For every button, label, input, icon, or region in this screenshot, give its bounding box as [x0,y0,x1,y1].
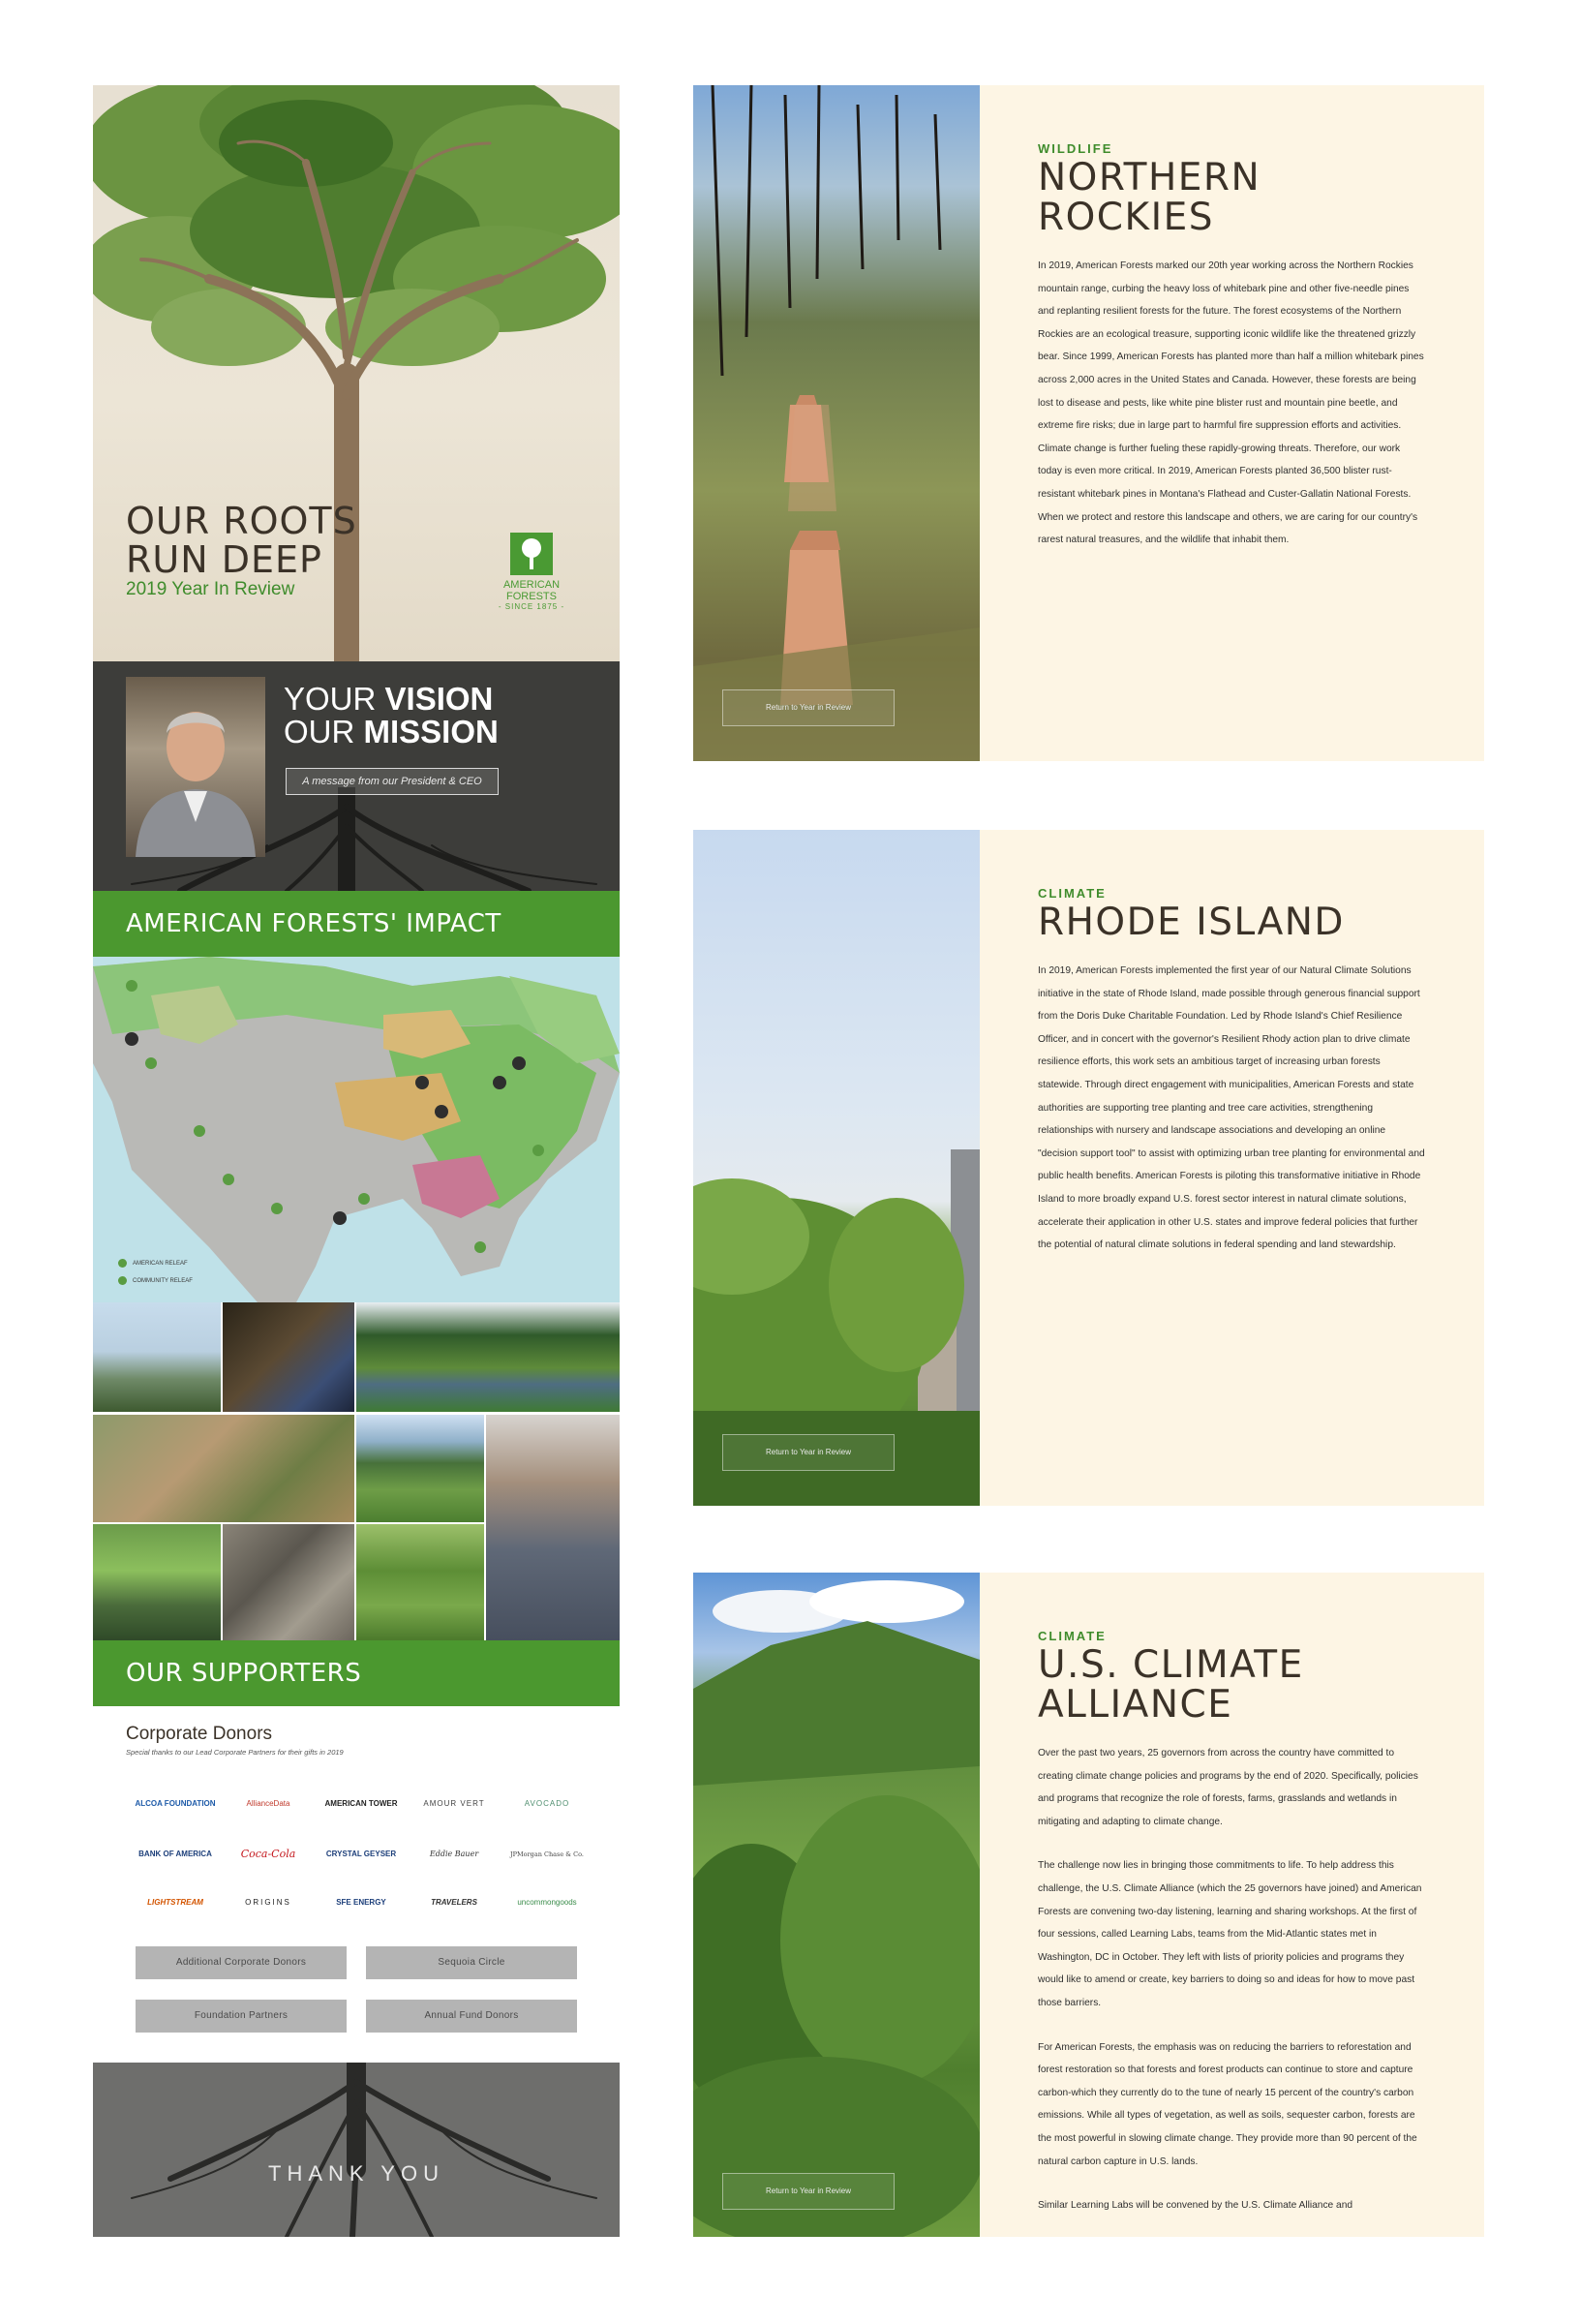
foundation-partners-button[interactable]: Foundation Partners [136,2000,347,2033]
supporters-section [93,1706,620,2063]
map-legend [118,1255,193,1290]
thank-you-section [93,2063,620,2237]
panel-paragraph: In 2019, American Forests marked our 20th year working across the Northern Rockies mountain range, curbing the heavy loss of whitebark pine and other five-needle pines and replanting resilient forests for the future. The forest ecosystems of the Northern Rockies are an ecological treasure, supporting iconic wildlife like the threatened grizzly bear. Since 1999, American Forests has planted more than half a million whitebark pines across 2,000 acres in the United States and Canada. However, these forests are being lost to disease and pests, like white pine blister rust and mountain pine beetle, and extreme fire risks; due in large part to harmful fire suppression efforts and activities. Climate change is further fueling these rapidly-growing threats. Therefore, our work today is even more critical. In 2019, American Forests planted 36,500 blister rust-resistant whitebark pines in Montana's Flathead and Custer-Gallatin National Forests. When we protect and restore this landscape and others, we are caring for our country's rarest natural treasures, and the wildlife that inhabit them. [1038,260,1424,546]
collage-photo-trees[interactable] [356,1524,484,1640]
return-to-year-in-review-button[interactable]: Return to Year in Review [722,689,895,726]
collage-photo-planting[interactable] [486,1415,620,1640]
ceo-message-section [93,661,620,891]
logo-uncommongoods: uncommongoods [517,1898,577,1907]
photo-collage [93,1302,620,1640]
collage-photo-pond[interactable] [93,1524,221,1640]
impact-heading: AMERICAN FORESTS' IMPACT [93,891,620,957]
logo-bank-of-america: BANK OF AMERICA [138,1850,212,1858]
category-label: WILDLIFE [1038,141,1113,156]
logo-sfe-energy: SFE ENERGY [336,1898,386,1907]
heading-mission: MISSION [363,714,499,749]
northern-rockies-photo [693,85,980,761]
panel-paragraph: For American Forests, the emphasis was on reducing the barriers to reforestation and forest restoration so that forests and forest products can continue to store and capture carbon-which they currently do to the tune of nearly 15 percent of the country's carbon emissions. While all types of vegetation, as well as soils, sequester carbon, forests are the most powerful in slowing climate change. They provide more than 90 percent of the natural carbon capture in U.S. lands. [1038,2041,1417,2167]
annual-fund-donors-button[interactable]: Annual Fund Donors [366,2000,577,2033]
collage-photo-aerial[interactable] [223,1524,354,1640]
panel-title: NORTHERN ROCKIES [1038,156,1261,239]
logo-since: - SINCE 1875 - [498,602,565,611]
hero-section [93,85,620,661]
ceo-heading [284,683,499,749]
community-releaf-icon [118,1276,127,1285]
rhode-island-text [1038,886,1425,1278]
logo-american-tower: AMERICAN TOWER [324,1799,398,1808]
american-releaf-icon [118,1259,127,1268]
heading-our: OUR [284,714,364,749]
panel-body [1038,1742,1425,2217]
heading-your: YOUR [284,681,385,717]
hero-title: OUR ROOTS RUN DEEP [126,500,357,581]
corporate-donors-title: Corporate Donors [126,1724,273,1744]
roots-illustration-footer [93,2063,620,2237]
thank-you-text: THANK YOU [268,2161,444,2186]
logo-name: AMERICAN FORESTS [502,579,561,602]
panel-us-climate-alliance [693,1573,1484,2237]
ceo-message-button[interactable]: A message from our President & CEO [286,768,499,795]
us-climate-alliance-text [1038,1629,1425,2237]
category-label: CLIMATE [1038,886,1107,901]
sequoia-circle-button[interactable]: Sequoia Circle [366,1946,577,1979]
legend-community-releaf: COMMUNITY RELEAF [133,1278,193,1284]
panel-title: U.S. CLIMATE ALLIANCE [1038,1643,1304,1727]
panel-paragraph: Over the past two years, 25 governors from across the country have committed to creating climate change policies and programs by the end of 2020. Specifically, policies and programs that recognize the role of forests, farms, grasslands and wetlands in mitigating and adapting to climate change. [1038,1748,1418,1827]
corporate-donors-subtitle: Special thanks to our Lead Corporate Partners for their gifts in 2019 [126,1748,344,1757]
rhode-island-photo [693,830,980,1506]
northern-rockies-text [1038,141,1425,573]
category-label: CLIMATE [1038,1629,1107,1643]
panel-paragraph: In 2019, American Forests implemented the first year of our Natural Climate Solutions initiative in the state of Rhode Island, made possible through generous financial support from the Doris Duke Charitable Foundation. Led by Rhode Island's Chief Resilience Officer, and in concert with the governor's Resilient Rhody action plan to drive climate resilience efforts, this work sets an ambitious target of increasing urban forests statewide. Through direct engagement with municipalities, American Forests and state authorities are supporting tree planting and tree care activities, strengthening relationships with nursery and landscape associations and developing an online "decision support tool" to assist with optimizing urban tree planting for environmental and public health benefits. American Forests is piloting this transformative initiative in Rhode Island to more broadly expand U.S. forest sector interest in natural climate solutions, accelerate their application in other U.S. states and improve federal policies that further the potential of natural climate solutions in federal spending and land stewardship. [1038,965,1425,1251]
us-climate-alliance-photo [693,1573,980,2237]
logo-crystal-geyser: CRYSTAL GEYSER [325,1850,397,1858]
panel-paragraph: The challenge now lies in bringing those commitments to life. To help address this challenge, the U.S. Climate Alliance (which the 25 governors have joined) and American Forests are convening two-day listening, learning and sharing workshops. At the first of four sessions, called Learning Labs, teams from the Mid-Atlantic states met in Washington, DC in October. They left with lists of priority policies and programs they would like to amend or create, key barriers to doing so and ideas for how to move past those barriers. [1038,1860,1422,2008]
supporters-heading: OUR SUPPORTERS [93,1640,620,1706]
hero-subtitle: 2019 Year In Review [126,579,295,599]
heading-vision: VISION [384,681,494,717]
impact-map[interactable] [93,957,620,1302]
logo-jpmorgan: JPMorgan Chase & Co. [510,1850,584,1858]
collage-photo-volunteer[interactable] [223,1302,354,1412]
logo-eddie-bauer: Eddie Bauer [429,1850,479,1858]
logo-alcoa: ALCOA FOUNDATION [135,1799,216,1808]
collage-photo-burned-forest[interactable] [93,1415,354,1522]
collage-photo-mountain[interactable] [356,1415,484,1522]
ceo-portrait [126,677,265,857]
panel-title: RHODE ISLAND [1038,901,1345,944]
logo-coca-cola: Coca-Cola [240,1848,296,1860]
collage-photo-city[interactable] [93,1302,221,1412]
tree-logo-icon [510,533,553,575]
logo-origins: ORIGINS [245,1898,291,1907]
logo-travelers: TRAVELERS [431,1898,477,1907]
logo-alliancedata: AllianceData [246,1799,290,1808]
panel-body [1038,255,1425,552]
legend-american-releaf: AMERICAN RELEAF [133,1261,188,1267]
logo-lightstream: LIGHTSTREAM [147,1898,203,1907]
return-to-year-in-review-button[interactable]: Return to Year in Review [722,1434,895,1471]
collage-photo-lake[interactable] [356,1302,620,1412]
panel-northern-rockies [693,85,1484,761]
panel-rhode-island [693,830,1484,1506]
return-to-year-in-review-button[interactable]: Return to Year in Review [722,2173,895,2210]
logo-amour-vert: AMOUR VERT [423,1799,485,1808]
additional-corporate-donors-button[interactable]: Additional Corporate Donors [136,1946,347,1979]
year-in-review-page [93,85,620,2237]
american-forests-logo[interactable] [490,533,573,611]
north-america-map [93,957,620,1302]
panel-paragraph: Similar Learning Labs will be convened by the U.S. Climate Alliance and [1038,2200,1353,2212]
panel-body [1038,960,1425,1257]
logo-avocado: AVOCADO [524,1799,570,1808]
